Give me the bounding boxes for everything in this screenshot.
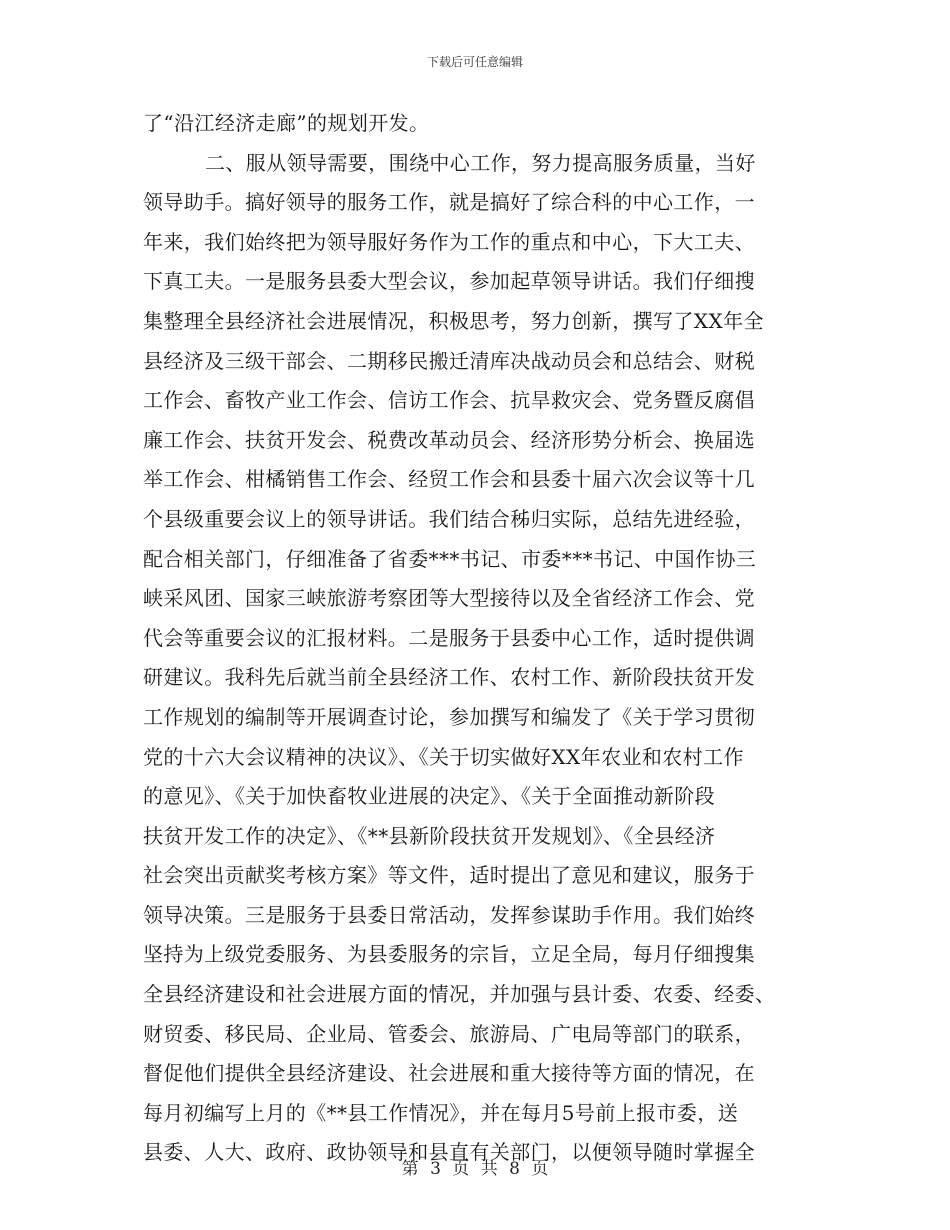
body-paragraph: [143, 104, 813, 1173]
text-line: 坚持为上级党委服务、为县委服务的宗旨，立足全局，每月仔细搜集: [143, 942, 755, 967]
text-line: 举工作会、柑橘销售工作会、经贸工作会和县委十届六次会议等十几: [143, 467, 755, 492]
text-line: 代会等重要会议的汇报材料。二是服务于县委中心工作，适时提供调: [143, 625, 755, 650]
text-line: 个县级重要会议上的领导讲话。我们结合秭归实际，总结先进经验，: [143, 506, 755, 531]
text-line: 领导决策。三是服务于县委日常活动，发挥参谋助手作用。我们始终: [143, 902, 755, 927]
text-line: 社会突出贡献奖考核方案》等文件，适时提出了意见和建议，服务于: [143, 863, 755, 888]
text-line: 财贸委、移民局、企业局、管委会、旅游局、广电局等部门的联系，: [143, 1021, 755, 1046]
text-line: 年来，我们始终把为领导服好务作为工作的重点和中心，下大工夫、: [143, 229, 755, 254]
text-line: 二、服从领导需要，围绕中心工作，努力提高服务质量，当好: [205, 150, 756, 175]
text-line: 每月初编写上月的《**县工作情况》，并在每月5号前上报市委，送: [143, 1100, 739, 1125]
text-line: 全县经济建设和社会进展方面的情况，并加强与县计委、农委、经委、: [143, 982, 776, 1007]
text-line: 的意见》、《关于加快畜牧业进展的决定》、《关于全面推动新阶段: [143, 784, 715, 809]
text-line: 党的十六大会议精神的决议》、《关于切实做好XX年农业和农村工作: [143, 744, 744, 769]
page-header: 下载后可任意编辑: [426, 55, 523, 69]
text-line: 集整理全县经济社会进展情况，积极思考，努力创新，撰写了XX年全: [143, 308, 764, 333]
text-line: 了“沿江经济走廊”的规划开发。: [143, 111, 430, 135]
text-line: 扶贫开发工作的决定》、《**县新阶段扶贫开发规划》、《全县经济: [143, 823, 716, 848]
text-line: 峡采风团、国家三峡旅游考察团等大型接待以及全省经济工作会、党: [143, 586, 755, 611]
text-line: 下真工夫。一是服务县委大型会议，参加起草领导讲话。我们仔细搜: [143, 269, 755, 294]
text-line: 研建议。我科先后就当前全县经济工作、农村工作、新阶段扶贫开发: [143, 665, 755, 690]
text-line: 县经济及三级干部会、二期移民搬迁清库决战动员会和总结会、财税: [143, 348, 755, 373]
text-line: 领导助手。搞好领导的服务工作，就是搞好了综合科的中心工作，一: [143, 190, 755, 215]
text-line: 配合相关部门，仔细准备了省委***书记、市委***书记、中国作协三: [143, 546, 757, 571]
text-line: 廉工作会、扶贫开发会、税费改革动员会、经济形势分析会、换届选: [143, 427, 755, 452]
text-line: 县委、人大、政府、政协领导和县直有关部门，以便领导随时掌握全: [143, 1140, 755, 1165]
text-line: 督促他们提供全县经济建设、社会进展和重大接待等方面的情况，在: [143, 1061, 755, 1086]
text-line: 工作会、畜牧产业工作会、信访工作会、抗旱救灾会、党务暨反腐倡: [143, 388, 755, 413]
text-line: 工作规划的编制等开展调查讨论，参加撰写和编发了《关于学习贯彻: [143, 704, 755, 729]
page-number-footer: 第 3 页 共 8 页: [401, 1159, 549, 1179]
